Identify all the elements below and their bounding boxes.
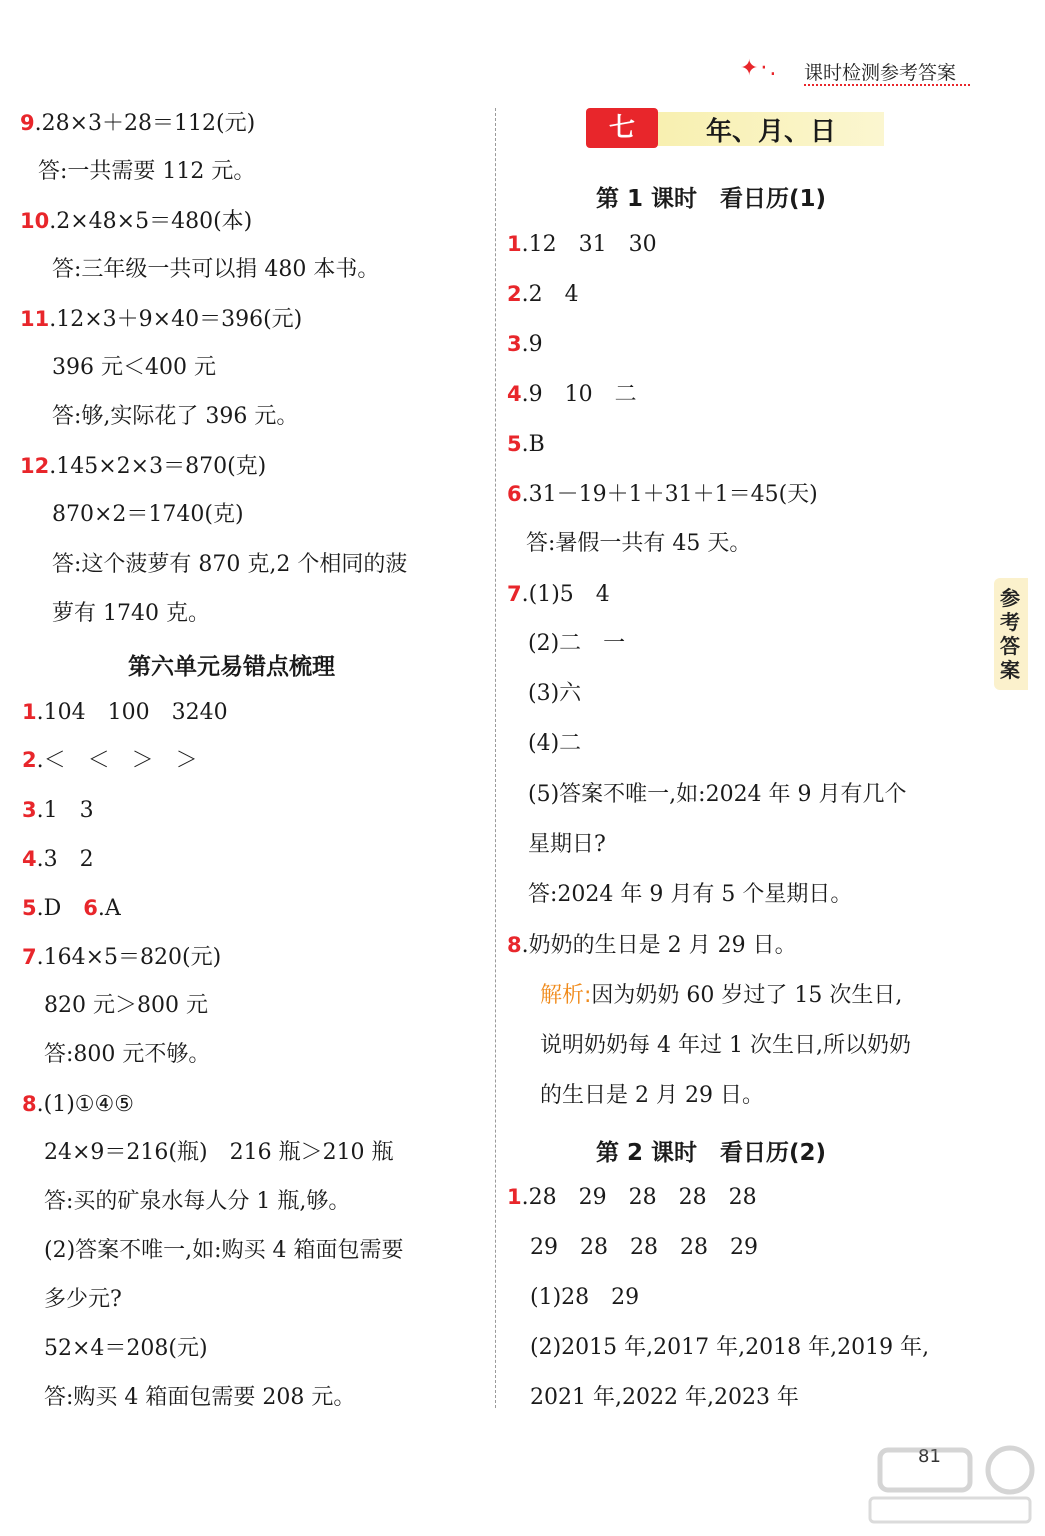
answer-line: 5.D 6.A bbox=[22, 896, 121, 921]
answer-line: 5.B bbox=[507, 432, 545, 457]
answer-line: 答:暑假一共有 45 天。 bbox=[526, 531, 752, 556]
answer-line: 9.28×3＋28＝112(元) bbox=[20, 111, 256, 136]
answer-line: (3)六 bbox=[528, 681, 582, 706]
answer-line: 24×9＝216(瓶) 216 瓶＞210 瓶 bbox=[44, 1140, 394, 1165]
answer-line: (2)答案不唯一,如:购买 4 箱面包需要 bbox=[44, 1238, 404, 1263]
analysis-line: 解析:因为奶奶 60 岁过了 15 次生日, bbox=[540, 983, 903, 1008]
chapter-heading bbox=[586, 108, 884, 148]
answer-line: 4.3 2 bbox=[22, 847, 94, 872]
lesson-title: 第 1 课时 看日历(1) bbox=[596, 186, 827, 212]
answer-line: 820 元＞800 元 bbox=[44, 993, 208, 1018]
answer-line: 1.12 31 30 bbox=[507, 232, 657, 257]
answer-line: 答:购买 4 箱面包需要 208 元。 bbox=[44, 1385, 356, 1410]
analysis-line: 的生日是 2 月 29 日。 bbox=[540, 1083, 764, 1108]
chapter-badge: 七 bbox=[586, 108, 658, 148]
page-number: 81 bbox=[918, 1446, 941, 1467]
star-icon: ✦·. bbox=[740, 56, 779, 81]
answer-line: 4.9 10 二 bbox=[507, 382, 637, 407]
answer-line: (1)28 29 bbox=[530, 1285, 640, 1310]
answer-line: 7.164×5＝820(元) bbox=[22, 945, 222, 970]
answer-line: 870×2＝1740(克) bbox=[52, 502, 244, 527]
answer-line: 答:2024 年 9 月有 5 个星期日。 bbox=[528, 882, 853, 907]
answer-line: 3.1 3 bbox=[22, 798, 94, 823]
side-tab-label: 参考答案 bbox=[1000, 586, 1020, 682]
answer-line: 396 元＜400 元 bbox=[52, 355, 216, 380]
answer-line: 答:够,实际花了 396 元。 bbox=[52, 404, 299, 429]
answer-line: 2.2 4 bbox=[507, 282, 579, 307]
column-divider bbox=[495, 108, 496, 1408]
answer-line: (5)答案不唯一,如:2024 年 9 月有几个 bbox=[528, 782, 907, 807]
answer-line: 2.＜ ＜ ＞ ＞ bbox=[22, 748, 198, 773]
answer-line: 3.9 bbox=[507, 332, 543, 357]
answer-line: 答:买的矿泉水每人分 1 瓶,够。 bbox=[44, 1189, 351, 1214]
answer-line: 星期日? bbox=[528, 832, 606, 857]
answer-line: (2)二 一 bbox=[528, 631, 626, 656]
answer-line: 多少元? bbox=[44, 1287, 122, 1312]
answer-line: 1.28 29 28 28 28 bbox=[507, 1185, 757, 1210]
answer-line: 2021 年,2022 年,2023 年 bbox=[530, 1385, 799, 1410]
lesson-title: 第 2 课时 看日历(2) bbox=[596, 1140, 827, 1166]
answer-line: 12.145×2×3＝870(克) bbox=[20, 454, 267, 479]
answer-line: 答:三年级一共可以捐 480 本书。 bbox=[52, 257, 380, 282]
analysis-label: 解析: bbox=[540, 983, 592, 1008]
answer-line: 1.104 100 3240 bbox=[22, 700, 228, 725]
answer-line: 10.2×48×5＝480(本) bbox=[20, 209, 253, 234]
header-underline bbox=[804, 84, 970, 86]
answer-line: 29 28 28 28 29 bbox=[530, 1235, 758, 1260]
answer-line: (2)2015 年,2017 年,2018 年,2019 年, bbox=[530, 1335, 930, 1360]
answer-line: 52×4＝208(元) bbox=[44, 1336, 208, 1361]
answer-line: 答:800 元不够。 bbox=[44, 1042, 211, 1067]
answer-line: 答:这个菠萝有 870 克,2 个相同的菠 bbox=[52, 552, 408, 577]
answer-line: 11.12×3＋9×40＝396(元) bbox=[20, 307, 303, 332]
answer-line: 答:一共需要 112 元。 bbox=[38, 159, 256, 184]
section-title: 第六单元易错点梳理 bbox=[128, 654, 335, 680]
side-tab bbox=[994, 578, 1028, 690]
answer-line: 8.(1)①④⑤ bbox=[22, 1092, 134, 1117]
answer-line: (4)二 bbox=[528, 731, 582, 756]
answer-line: 萝有 1740 克。 bbox=[52, 601, 210, 626]
analysis-line: 说明奶奶每 4 年过 1 次生日,所以奶奶 bbox=[540, 1033, 911, 1058]
answer-line: 6.31－19＋1＋31＋1＝45(天) bbox=[507, 482, 818, 507]
watermark-logo bbox=[860, 1440, 1040, 1530]
answer-line: 7.(1)5 4 bbox=[507, 582, 610, 607]
answer-line: 8.奶奶的生日是 2 月 29 日。 bbox=[507, 933, 797, 958]
chapter-title: 年、月、日 bbox=[706, 117, 837, 147]
page-header bbox=[740, 56, 970, 88]
header-title: 课时检测参考答案 bbox=[804, 62, 957, 84]
